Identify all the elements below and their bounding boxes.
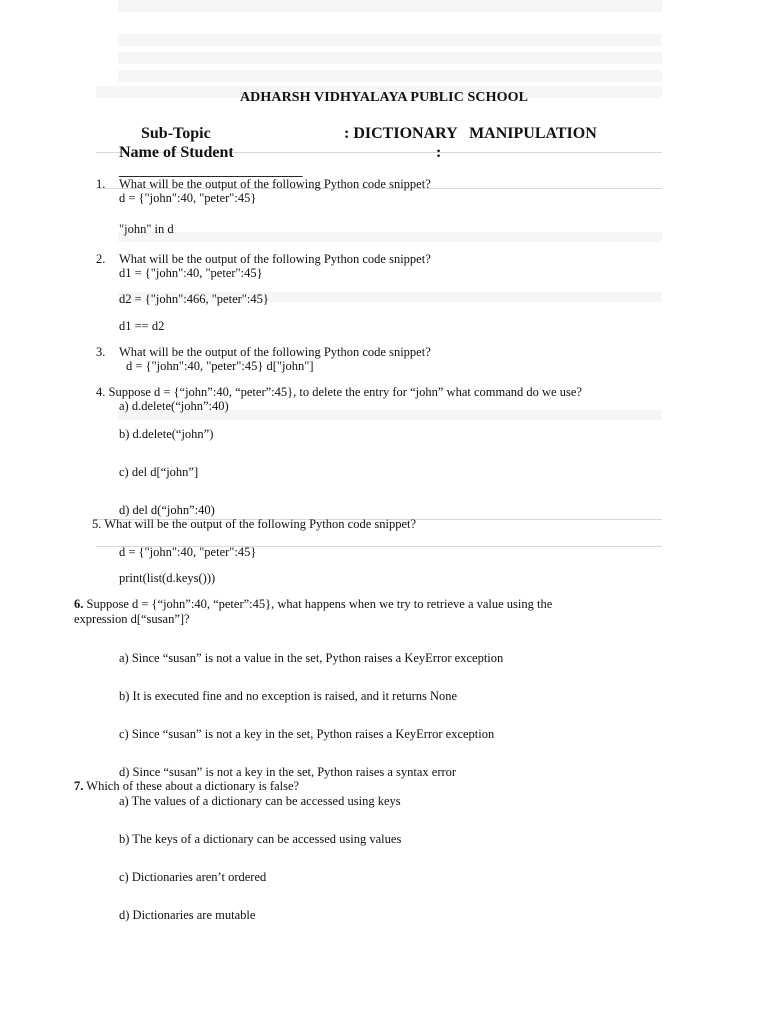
student-name-line: _______________________________: [119, 163, 302, 178]
code-line: d1 == d2: [119, 319, 165, 333]
answer-option: c) del d[“john”]: [119, 465, 199, 479]
scan-band: [118, 0, 662, 12]
answer-option: a) Since “susan” is not a value in the set, Python raises a KeyError exception: [119, 651, 504, 665]
code-line: d = {"john":40, "peter":45} d["john"]: [126, 359, 314, 373]
question-number: 2.: [96, 252, 106, 266]
question-text-continued: expression d[“susan”]?: [74, 612, 190, 626]
subtopic-label: Sub-Topic: [141, 125, 211, 142]
code-line: print(list(d.keys())): [119, 571, 216, 585]
question-text: Suppose d = {“john”:40, “peter”:45}, what happens when we try to retrieve a value using the: [86, 597, 553, 611]
question-text: 4. Suppose d = {“john”:40, “peter”:45}, to delete the entry for “john” what command do we use?: [96, 385, 582, 399]
question-number: 6.: [74, 597, 84, 611]
code-line: d = {"john":40, "peter":45}: [119, 191, 257, 205]
question-number: 1.: [96, 177, 106, 191]
question-text: 5. What will be the output of the following Python code snippet?: [92, 517, 417, 531]
code-line: "john" in d: [119, 222, 174, 236]
student-name-colon: :: [436, 144, 442, 161]
code-line: d = {"john":40, "peter":45}: [119, 545, 257, 559]
school-title: ADHARSH VIDHYALAYA PUBLIC SCHOOL: [239, 90, 529, 105]
question-text-line: [74, 597, 552, 612]
answer-option: a) The values of a dictionary can be accessed using keys: [119, 794, 401, 808]
answer-option: c) Dictionaries aren’t ordered: [119, 870, 267, 884]
scan-band: [118, 52, 662, 64]
scan-band: [118, 70, 662, 82]
answer-option: d) Since “susan” is not a key in the set, Python raises a syntax error: [119, 765, 457, 779]
code-line: d1 = {"john":40, "peter":45}: [119, 266, 263, 280]
question-text: What will be the output of the following Python code snippet?: [119, 345, 431, 359]
question-text: What will be the output of the following Python code snippet?: [119, 177, 431, 191]
student-name-label: Name of Student: [119, 144, 234, 161]
answer-option: b) The keys of a dictionary can be accessed using values: [119, 832, 402, 846]
answer-option: d) Dictionaries are mutable: [119, 908, 256, 922]
scan-band: [118, 232, 662, 242]
answer-option: c) Since “susan” is not a key in the set, Python raises a KeyError exception: [119, 727, 495, 741]
question-text-line: [74, 779, 299, 794]
answer-option: a) d.delete(“john”:40): [119, 399, 229, 413]
question-text: What will be the output of the following Python code snippet?: [119, 252, 431, 266]
subtopic-value: : DICTIONARY MANIPULATION: [344, 125, 597, 142]
question-text: Which of these about a dictionary is false?: [86, 779, 300, 793]
answer-option: b) It is executed fine and no exception is raised, and it returns None: [119, 689, 458, 703]
code-line: d2 = {"john":466, "peter":45}: [119, 292, 269, 306]
answer-option: b) d.delete(“john”): [119, 427, 214, 441]
question-number: 3.: [96, 345, 106, 359]
question-number: 7.: [74, 779, 84, 793]
answer-option: d) del d(“john”:40): [119, 503, 215, 517]
scan-band: [118, 34, 662, 46]
